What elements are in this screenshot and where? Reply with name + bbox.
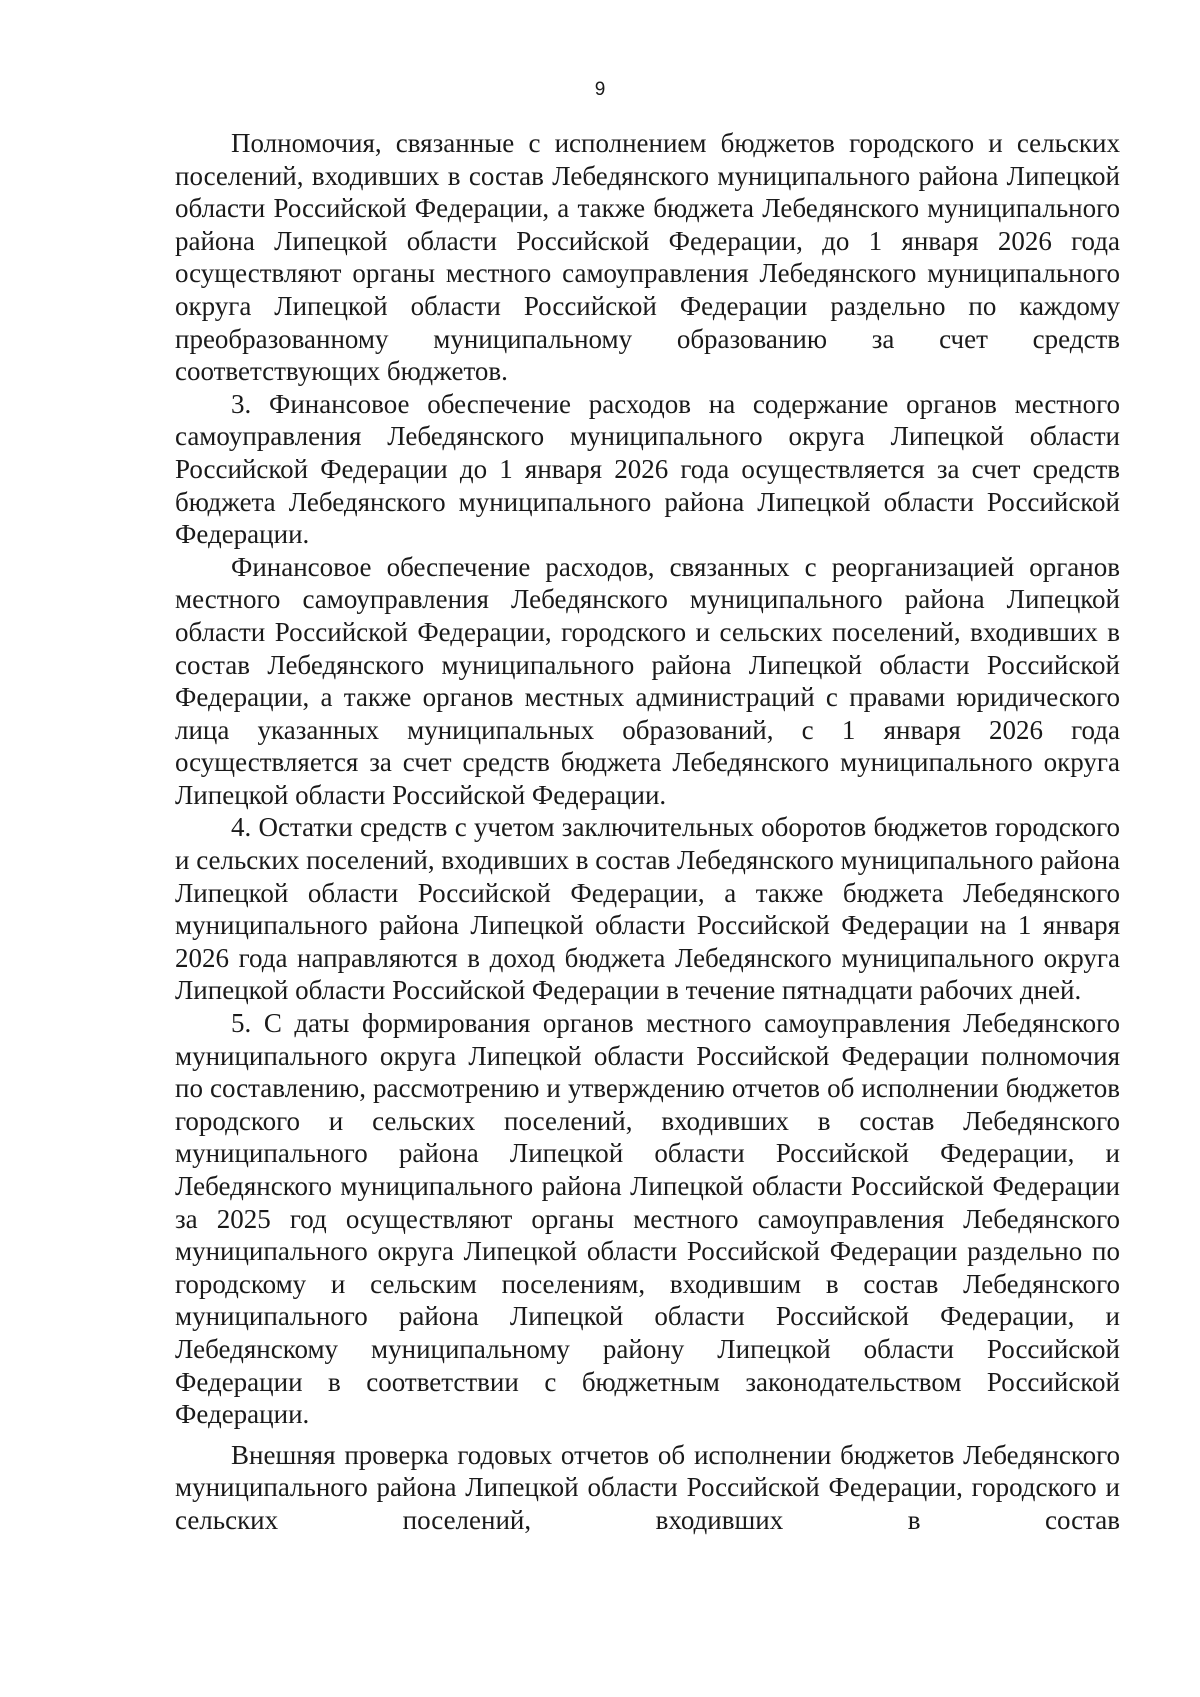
document-body bbox=[175, 127, 1120, 1537]
paragraph-budget-powers: Полномочия, связанные с исполнением бюджетов городского и сельских поселений, входивших в состав Лебедянского муниципального района Липецкой области Российской Федерации, а также бюджета Лебедянского муниципального района Липецкой области Российской Федерации, до 1 января 2026 года осуществляют органы местного самоуправления Лебедянского муниципального округа Липецкой области Российской Федерации раздельно по каждому преобразованному муниципальному образованию за счет средств соответствующих бюджетов. bbox=[175, 128, 1120, 387]
page-number: 9 bbox=[594, 79, 606, 100]
paragraph-external-audit: Внешняя проверка годовых отчетов об исполнении бюджетов Лебедянского муниципального района Липецкой области Российской Федерации, городского и сельских поселений, входивших в состав bbox=[175, 1439, 1120, 1535]
paragraph-reorganization-funding: Финансовое обеспечение расходов, связанных с реорганизацией органов местного самоуправления Лебедянского муниципального района Липецкой области Российской Федерации, городского и сельских поселений, входивших в состав Лебедянского муниципального района Липецкой области Российской Федерации, а также органов местных администраций с правами юридического лица указанных муниципальных образований, с 1 января 2026 года осуществляется за счет средств бюджета Лебедянского муниципального округа Липецкой области Российской Федерации. bbox=[175, 551, 1120, 810]
paragraph-item-5: 5. С даты формирования органов местного самоуправления Лебедянского муниципального округа Липецкой области Российской Федерации полномочия по составлению, рассмотрению и утверждению отчетов об исполнении бюджетов городского и сельских поселений, входивших в состав Лебедянского муниципального района Липецкой области Российской Федерации, и Лебедянского муниципального района Липецкой области Российской Федерации за 2025 год осуществляют органы местного самоуправления Лебедянского муниципального округа Липецкой области Российской Федерации раздельно по городскому и сельским поселениям, входившим в состав Лебедянского муниципального района Липецкой области Российской Федерации, и Лебедянскому муниципальному району Липецкой области Российской Федерации в соответствии с бюджетным законодательством Российской Федерации. bbox=[175, 1008, 1120, 1430]
paragraph-item-3: 3. Финансовое обеспечение расходов на содержание органов местного самоуправления Лебедянского муниципального округа Липецкой области Российской Федерации до 1 января 2026 года осуществляется за счет средств бюджета Лебедянского муниципального района Липецкой области Российской Федерации. bbox=[175, 388, 1120, 550]
paragraph-item-4: 4. Остатки средств с учетом заключительных оборотов бюджетов городского и сельских поселений, входивших в состав Лебедянского муниципального района Липецкой области Российской Федерации, а также бюджета Лебедянского муниципального района Липецкой области Российской Федерации на 1 января 2026 года направляются в доход бюджета Лебедянского муниципального округа Липецкой области Российской Федерации в течение пятнадцати рабочих дней. bbox=[175, 812, 1120, 1006]
